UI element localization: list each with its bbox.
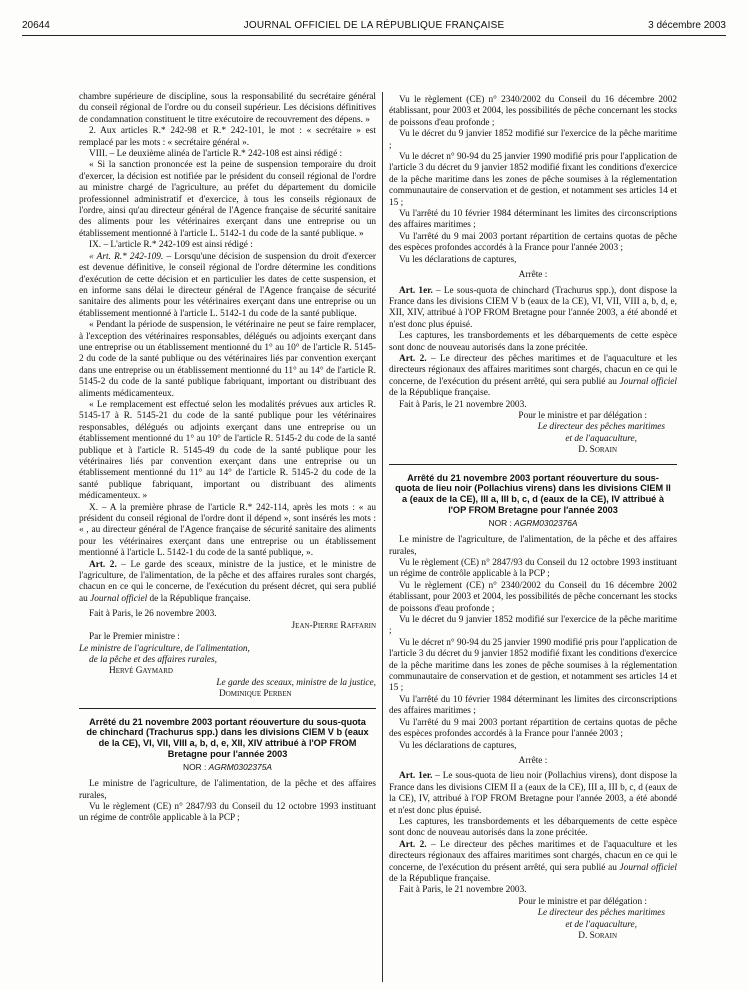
- right-column: [389, 95, 677, 942]
- paragraph: Vu l'arrêté du 10 février 1984 déterminant les limites des circonscriptions des affaires maritimes ;: [389, 209, 677, 231]
- paragraph: Le ministre de l'agriculture, de l'alimentation, de la pêche et des affaires rurales,: [389, 535, 677, 557]
- paragraph: Vu l'arrêté du 10 février 1984 déterminant les limites des circonscriptions des affaires maritimes ;: [389, 694, 677, 717]
- minister-title: Le garde des sceaux, ministre de la justice,: [216, 677, 376, 688]
- page-number: 20644: [22, 20, 50, 31]
- paragraph: « Art. R.* 242-109. – Lorsqu'une décision de suspension du droit d'exercer est devenue définitive, le conseil régional de l'ordre détermine les conditions d'exécution de cette décision et en particulier les dates de cette suspension, et en informe sans délai le directeur général de l'Agence française de sécurité sanitaire des aliments pour les vétérinaires exerçant dans une entreprise ou un établissement mentionné à l'article L. 5142-1 du code de la santé publique.: [79, 251, 376, 319]
- arrete-heading: Arrête :: [518, 270, 548, 281]
- article-label: Art. 1er.: [399, 285, 433, 296]
- nor-reference: NOR : AGRM0302376A: [488, 517, 578, 528]
- article-label: Art. 1er.: [399, 771, 433, 782]
- director-title: et de l'aquaculture,: [565, 919, 637, 930]
- paragraph: Vu les déclarations de captures,: [399, 740, 517, 751]
- signatory-pm: Jean-Pierre Raffarin: [291, 620, 376, 631]
- director-title: et de l'aquaculture,: [565, 433, 637, 444]
- signing-authority: Pour le ministre et par délégation :: [518, 410, 647, 421]
- page-header: [22, 20, 726, 34]
- paragraph: Le ministre de l'agriculture, de l'alimentation, de la pêche et des affaires rurales,: [79, 779, 376, 801]
- paragraph: « Si la sanction prononcée est la peine de suspension temporaire du droit d'exercer, la décision est notifiée par le président du conseil régional de l'ordre au ministre chargé de l'agriculture, au préfet du département du domicile professionnel administratif et d'exercice, à tous les conseils régionaux de l'ordre, ainsi qu'au directeur général de l'Agence française de sécurité sanitaire des aliments pour les vétérinaires exerçant dans une entreprise ou un établissement mentionné à l'article L. 5142-1 du code de la santé publique. »: [79, 160, 376, 239]
- arrete-heading: Arrête :: [518, 755, 548, 766]
- paragraph: « Pendant la période de suspension, le vétérinaire ne peut se faire remplacer, à l'exception des vétérinaires responsables, délégués ou adjoints exerçant dans une entreprise ou un établissement mentionné du 1° au 10° de l'article R. 5145-2 du code de la santé publique ou des vétérinaires liés par convention exerçant dans une entreprise ou un établissement mentionné du 11° au 14° de l'article R. 5145-2 du code de la santé publique fabriquant, important ou distribuant des aliments médicamenteux.: [79, 320, 376, 399]
- paragraph: Art. 1er. – Le sous-quota de lieu noir (Pollachius virens), dont dispose la France dans les divisions CIEM II a (eaux de la CE), III a, III b, c, d (eaux de la CE), IV, attribué à l'OP FROM Bretagne pour l'année 2003, a été abondé et n'est donc plus épuisé.: [389, 771, 677, 816]
- minister-title: Le ministre de l'agriculture, de l'alimentation,: [79, 643, 250, 654]
- paragraph: Les captures, les transbordements et les débarquements de cette espèce sont donc de nouveau autorisés dans la zone précitée.: [389, 816, 677, 839]
- arrete-title: Arrêté du 21 novembre 2003 portant réouverture du sous-quota de chinchard (Trachurus spp.) dans les divisions CIEM V b (eaux de la CE), VI, VII, VIII a, b, d, e, XII, XIV attribué à l'OP FROM Bretagne pour l'année 2003: [86, 716, 369, 759]
- signatory: D. Sorain: [578, 445, 617, 456]
- paragraph: Vu l'arrêté du 9 mai 2003 portant répartition de certains quotas de pêche des espèces profondes accordés à la France pour l'année 2003 ;: [389, 717, 677, 740]
- signing-place-date: Fait à Paris, le 26 novembre 2003.: [89, 609, 217, 620]
- column-divider: [382, 92, 383, 982]
- header-rule: [22, 35, 726, 36]
- paragraph: Vu le décret n° 90-94 du 25 janvier 1990 modifié pris pour l'application de l'article 3 du décret du 9 janvier 1852 modifié fixant les conditions d'exercice de la pêche maritime dans les zones de pêche soumises à la réglementation communautaire de conservation et de gestion, et notamment ses articles 14 et 15 ;: [389, 637, 677, 694]
- paragraph: X. – A la première phrase de l'article R.* 242-114, après les mots : « au président du conseil régional de l'ordre dont il dépend », sont insérés les mots : « , au directeur général de l'Agence française de sécurité sanitaire des aliments pour les vétérinaires exerçant dans une entreprise ou un établissement mentionné à l'article L. 5142-1 du code de la santé publique, ».: [79, 502, 376, 559]
- paragraph: « Le remplacement est effectué selon les modalités prévues aux articles R. 5145-17 à R. 5145-21 du code de la santé publique pour les vétérinaires responsables, délégués ou adjoints exerçant dans une entreprise ou un établissement mentionné du 1° au 10° de l'article R. 5145-2 du code de la santé publique et à l'article R. 5145-49 du code de la santé publique pour les vétérinaires liés par convention exerçant dans une entreprise ou un établissement mentionné du 11° au 14° de l'article R. 5145-2 du code de la santé publique fabriquant, important ou distribuant des aliments médicamenteux. »: [79, 399, 376, 502]
- director-title: Le directeur des pêches maritimes: [537, 422, 665, 433]
- paragraph: Art. 1er. – Le sous-quota de chinchard (Trachurus spp.), dont dispose la France dans les divisions CIEM V b (eaux de la CE), VI, VII, VIII a, b, d, e, XII, XIV, attribué à l'OP FROM Bretagne pour l'année 2003, a été abondé et n'est donc plus épuisé.: [389, 285, 677, 330]
- paragraph: Vu le décret du 9 janvier 1852 modifié sur l'exercice de la pêche maritime ;: [389, 615, 677, 637]
- arrete-title: Arrêté du 21 novembre 2003 portant réouverture du sous-quota de lieu noir (Pollachius virens) dans les divisions CIEM II a (eaux de la CE), III a, III b, c, d (eaux de la CE), IV attribué à l'OP FROM Bretagne pour l'année 2003: [395, 472, 671, 515]
- signing-authority: Pour le ministre et par délégation :: [518, 896, 647, 907]
- section-separator: [79, 708, 376, 709]
- paragraph: Les captures, les transbordements et les débarquements de cette espèce sont donc de nouveau autorisés dans la zone précitée.: [389, 331, 677, 353]
- paragraph: Art. 2. – Le directeur des pêches maritimes et de l'aquaculture et les directeurs régionaux des affaires maritimes sont chargés, chacun en ce qui le concerne, de l'exécution du présent arrêté, qui sera publié au Journal officiel de la République française.: [389, 353, 677, 399]
- paragraph: Vu le règlement (CE) n° 2847/93 du Conseil du 12 octobre 1993 instituant un régime de contrôle applicable à la PCP ;: [79, 801, 376, 824]
- section-separator: [389, 464, 677, 465]
- minister-title: de la pêche et des affaires rurales,: [89, 654, 217, 665]
- paragraph: Vu l'arrêté du 9 mai 2003 portant répartition de certains quotas de pêche des espèces profondes accordés à la France pour l'année 2003 ;: [389, 231, 677, 254]
- paragraph: IX. – L'article R.* 242-109 est ainsi rédigé :: [89, 240, 253, 251]
- article-label: Art. 2.: [89, 559, 117, 570]
- article-ref: « Art. R.* 242-109.: [89, 251, 164, 262]
- signatory: Dominique Perben: [219, 689, 292, 700]
- paragraph: Vu le décret n° 90-94 du 25 janvier 1990 modifié pris pour l'application de l'article 3 du décret du 9 janvier 1852 modifié fixant les conditions d'exercice de la pêche maritime dans les zones de pêche soumises à la réglementation communautaire de conservation et de gestion, et notamment ses articles 14 et 15 ;: [389, 152, 677, 208]
- journal-title: JOURNAL OFFICIEL DE LA RÉPUBLIQUE FRANÇAISE: [243, 20, 505, 31]
- signatory: D. Sorain: [578, 931, 617, 941]
- paragraph: Vu les déclarations de captures,: [399, 254, 517, 265]
- paragraph: Art. 2. – Le directeur des pêches maritimes et de l'aquaculture et les directeurs régionaux des affaires maritimes sont chargés, chacun en ce qui le concerne, de l'exécution du présent arrêté, qui sera publié au Journal officiel de la République française.: [389, 839, 677, 884]
- paragraph: Vu le règlement (CE) n° 2340/2002 du Conseil du 16 décembre 2002 établissant, pour 2003 et 2004, les possibilités de pêche concernant les stocks de poissons d'eau profonde ;: [389, 580, 677, 614]
- paragraph: Vu le règlement (CE) n° 2847/93 du Conseil du 12 octobre 1993 instituant un régime de contrôle applicable à la PCP ;: [389, 558, 677, 580]
- signing-authority: Par le Premier ministre :: [89, 632, 180, 643]
- signing-place-date: Fait à Paris, le 21 novembre 2003.: [399, 399, 527, 410]
- issue-date: 3 décembre 2003: [648, 20, 726, 31]
- nor-reference: NOR : AGRM0302375A: [183, 761, 272, 772]
- paragraph: Art. 2. – Le garde des sceaux, ministre de la justice, et le ministre de l'agriculture, de l'alimentation, de la pêche et des affaires rurales sont chargés, chacun en ce qui le concerne, de l'exécution du présent décret, qui sera publié au Journal officiel de la République française.: [79, 559, 376, 604]
- article-label: Art. 2.: [399, 353, 427, 364]
- paragraph: VIII. – Le deuxième alinéa de l'article R.* 242-108 est ainsi rédigé :: [89, 149, 343, 160]
- left-column: [79, 92, 376, 825]
- signing-place-date: Fait à Paris, le 21 novembre 2003.: [399, 885, 527, 896]
- director-title: Le directeur des pêches maritimes: [537, 908, 665, 919]
- paragraph: 2. Aux articles R.* 242-98 et R.* 242-101, le mot : « secrétaire » est remplacé par les mots : « secrétaire général ».: [79, 126, 376, 148]
- article-label: Art. 2.: [399, 839, 427, 850]
- signatory: Hervé Gaymard: [109, 666, 173, 677]
- paragraph: chambre supérieure de discipline, sous la responsabilité du secrétaire général du conseil régional de l'ordre ou du conseil supérieur. Les décisions définitives de condamnation constituent le titre exécutoire de recouvrement des dépens. »: [79, 92, 376, 125]
- paragraph: Vu le décret du 9 janvier 1852 modifié sur l'exercice de la pêche maritime ;: [389, 129, 677, 151]
- paragraph: Vu le règlement (CE) n° 2340/2002 du Conseil du 16 décembre 2002 établissant, pour 2003 et 2004, les possibilités de pêche concernant les stocks de poissons d'eau profonde ;: [389, 95, 677, 128]
